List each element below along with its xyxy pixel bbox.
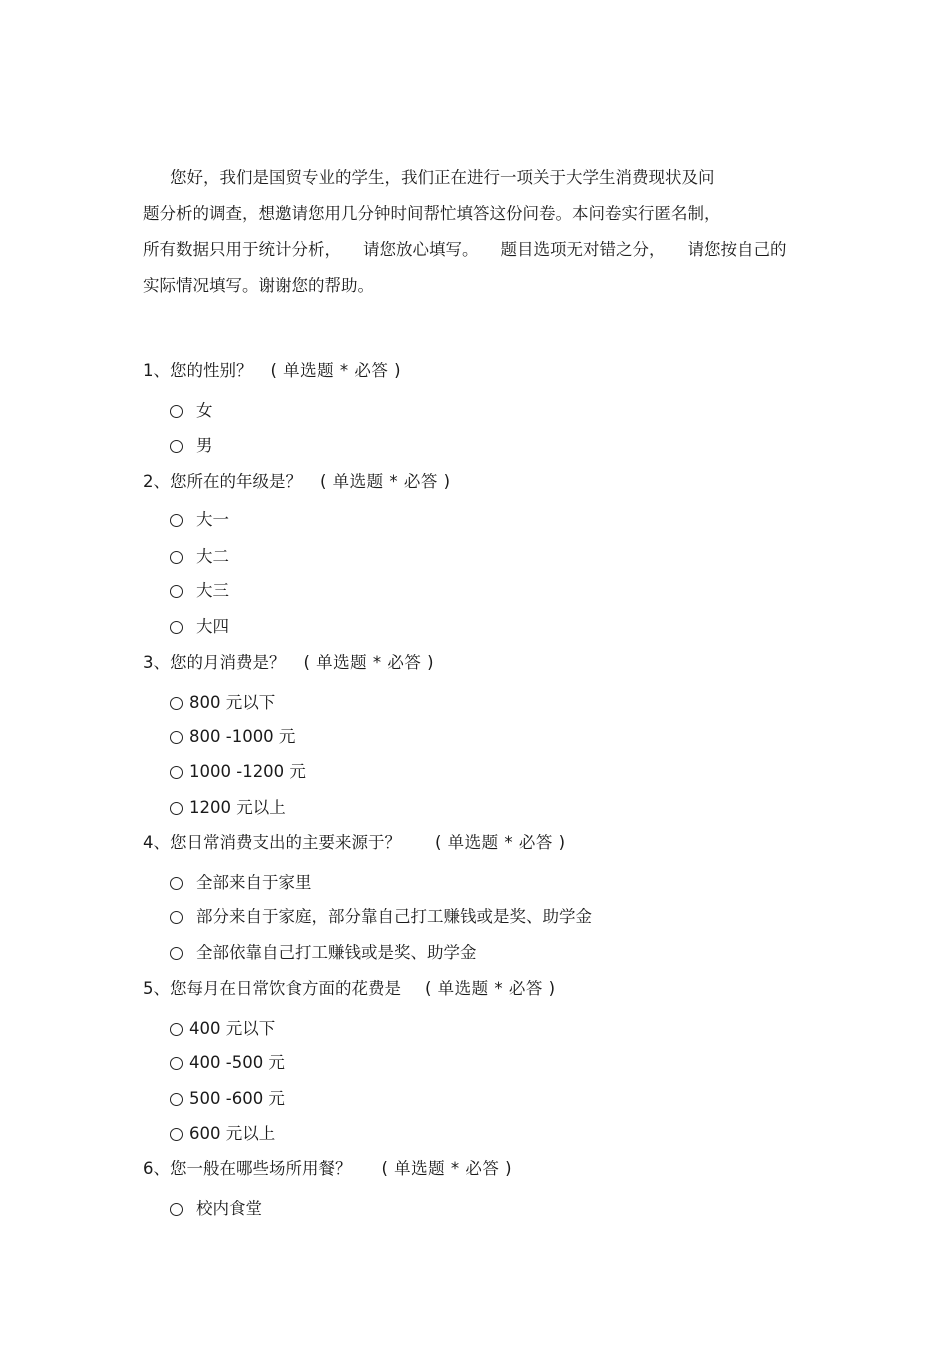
- intro-segment: 请您放心填写。: [363, 240, 479, 259]
- intro-paragraph: [143, 160, 808, 304]
- question-title: [143, 1158, 512, 1180]
- question-meta: ( 单选题 * 必答 ): [435, 833, 566, 852]
- radio-option[interactable]: [170, 509, 229, 531]
- radio-option[interactable]: [170, 616, 229, 638]
- option-label: 校内食堂: [196, 1199, 262, 1218]
- option-label: 大一: [196, 510, 229, 529]
- question-text: 2、您所在的年级是？: [143, 472, 302, 491]
- option-label: 大四: [196, 617, 229, 636]
- radio-option[interactable]: [170, 906, 592, 928]
- radio-option[interactable]: [170, 1198, 262, 1220]
- intro-line: 您好，我们是国贸专业的学生，我们正在进行一项关于大学生消费现状及问: [170, 168, 715, 187]
- option-label: 全部来自于家里: [196, 873, 312, 892]
- radio-circle-icon[interactable]: [170, 766, 183, 779]
- radio-circle-icon[interactable]: [170, 731, 183, 744]
- option-label: 500 -600 元: [189, 1089, 285, 1108]
- radio-option[interactable]: [170, 1052, 285, 1074]
- intro-segment: 题目选项无对错之分，: [500, 240, 666, 259]
- radio-circle-icon[interactable]: [170, 877, 183, 890]
- option-label: 全部依靠自己打工赚钱或是奖、助学金: [196, 943, 477, 962]
- question-meta: ( 单选题 * 必答 ): [381, 1159, 513, 1178]
- intro-line: 题分析的调查，想邀请您用几分钟时间帮忙填答这份问卷。本问卷实行匿名制，: [143, 204, 721, 223]
- option-label: 大三: [196, 581, 229, 600]
- option-label: 男: [196, 436, 213, 455]
- radio-option[interactable]: [170, 761, 306, 783]
- option-label: 400 元以下: [189, 1019, 276, 1038]
- radio-circle-icon[interactable]: [170, 947, 183, 960]
- option-label: 600 元以上: [189, 1124, 276, 1143]
- radio-circle-icon[interactable]: [170, 1023, 183, 1036]
- intro-line: [143, 232, 808, 268]
- radio-option[interactable]: [170, 435, 213, 457]
- radio-option[interactable]: [170, 1088, 285, 1110]
- question-meta: ( 单选题 * 必答 ): [303, 653, 435, 672]
- question-title: [143, 652, 434, 674]
- question-meta: ( 单选题 * 必答 ): [425, 979, 556, 998]
- option-label: 800 -1000 元: [189, 727, 296, 746]
- question-title: [143, 471, 451, 493]
- intro-segment: 所有数据只用于统计分析，: [143, 240, 341, 259]
- radio-circle-icon[interactable]: [170, 621, 183, 634]
- question-title: [143, 832, 566, 854]
- intro-line: 实际情况填写。谢谢您的帮助。: [143, 276, 374, 295]
- radio-option[interactable]: [170, 726, 295, 748]
- radio-option[interactable]: [170, 1123, 275, 1145]
- radio-option[interactable]: [170, 797, 286, 819]
- question-meta: ( 单选题 * 必答 ): [270, 361, 402, 380]
- radio-circle-icon[interactable]: [170, 1128, 183, 1141]
- radio-circle-icon[interactable]: [170, 440, 183, 453]
- question-title: [143, 978, 556, 1000]
- radio-circle-icon[interactable]: [170, 585, 183, 598]
- option-label: 1200 元以上: [189, 798, 286, 817]
- radio-option[interactable]: [170, 400, 213, 422]
- option-label: 800 元以下: [189, 693, 276, 712]
- question-text: 6、您一般在哪些场所用餐？: [143, 1159, 352, 1178]
- radio-circle-icon[interactable]: [170, 911, 183, 924]
- question-text: 5、您每月在日常饮食方面的花费是: [143, 979, 401, 998]
- intro-segment: 请您按自己的: [687, 240, 787, 259]
- option-label: 部分来自于家庭，部分靠自己打工赚钱或是奖、助学金: [196, 907, 592, 926]
- radio-circle-icon[interactable]: [170, 405, 183, 418]
- question-meta: ( 单选题 * 必答 ): [320, 472, 451, 491]
- radio-option[interactable]: [170, 872, 312, 894]
- option-label: 1000 -1200 元: [189, 762, 306, 781]
- radio-circle-icon[interactable]: [170, 1203, 183, 1216]
- radio-option[interactable]: [170, 692, 275, 714]
- radio-option[interactable]: [170, 1018, 275, 1040]
- option-label: 大二: [196, 547, 229, 566]
- radio-option[interactable]: [170, 942, 477, 964]
- radio-option[interactable]: [170, 546, 229, 568]
- radio-circle-icon[interactable]: [170, 551, 183, 564]
- question-text: 4、您日常消费支出的主要来源于？: [143, 833, 401, 852]
- radio-circle-icon[interactable]: [170, 802, 183, 815]
- radio-circle-icon[interactable]: [170, 697, 183, 710]
- radio-circle-icon[interactable]: [170, 514, 183, 527]
- radio-circle-icon[interactable]: [170, 1057, 183, 1070]
- question-text: 1、您的性别？: [143, 361, 253, 380]
- question-title: [143, 360, 401, 382]
- radio-circle-icon[interactable]: [170, 1093, 183, 1106]
- question-text: 3、您的月消费是？: [143, 653, 286, 672]
- radio-option[interactable]: [170, 580, 229, 602]
- option-label: 400 -500 元: [189, 1053, 285, 1072]
- option-label: 女: [196, 401, 213, 420]
